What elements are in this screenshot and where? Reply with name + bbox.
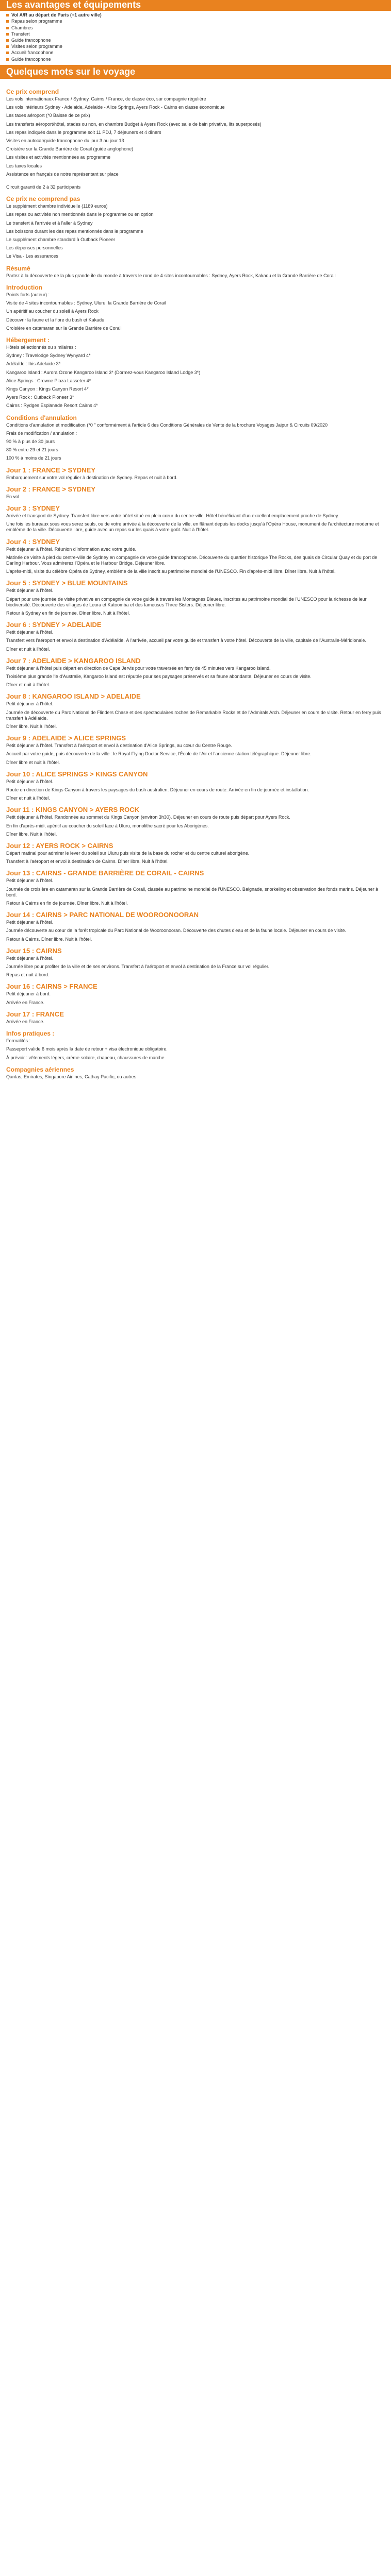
feature-item: Vol A/R au départ de Paris (+1 autre ville): [6, 12, 391, 18]
section-paragraph: Le supplément chambre standard à Outback Pioneer: [6, 237, 116, 243]
section-paragraph: Un apéritif au coucher du soleil à Ayers Rock: [6, 309, 99, 314]
day-heading: Jour 4 : SYDNEY: [6, 537, 60, 546]
day-heading: Jour 8 : KANGAROO ISLAND > ADELAIDE: [6, 692, 141, 701]
day-heading: Jour 15 : CAIRNS: [6, 946, 62, 955]
section-paragraph: Assistance en français de notre représentant sur place: [6, 171, 119, 177]
section-paragraph: Départ matinal pour admirer le lever du soleil sur Uluru puis visite de la base du rocher et du centre culturel aborigène.: [6, 851, 250, 856]
day-heading: Jour 11 : KINGS CANYON > AYERS ROCK: [6, 806, 140, 814]
section-paragraph: Le transfert à l'arrivée et à l'aller à Sydney: [6, 220, 93, 226]
feature-item: Visites selon programme: [6, 44, 391, 49]
section-paragraph: Frais de modification / annulation :: [6, 430, 77, 436]
section-paragraph: Petit déjeuner à l'hôtel.: [6, 588, 54, 594]
day-heading: Jour 12 : AYERS ROCK > CAIRNS: [6, 842, 113, 850]
section-paragraph: Partez à la découverte de la plus grande île du monde à travers le rond de 4 sites incontournables : Sydney, Ayers Rock, Kakadu et la Grande Barrière de Corail: [6, 273, 336, 278]
section-paragraph: Croisière sur la Grande Barrière de Corail (guide anglophone): [6, 146, 134, 152]
features-banner: Les avantages et équipements: [0, 0, 391, 11]
day-heading: Jour 14 : CAIRNS > PARC NATIONAL DE WOOROONOORAN: [6, 911, 199, 919]
section-paragraph: Retour à Sydney en fin de journée. Dîner libre. Nuit à l'hôtel.: [6, 610, 130, 616]
section-paragraph: Circuit garanti de 2 à 32 participants: [6, 184, 81, 190]
feature-item: Transfert: [6, 31, 391, 37]
section-paragraph: Repas et nuit à bord.: [6, 972, 50, 978]
section-paragraph: Retour à Cairns. Dîner libre. Nuit à l'hôtel.: [6, 936, 92, 942]
section-paragraph: Journée de découverte du Parc National de Flinders Chase et des spectaculaires roches de Remarkable Rocks et de l'Admirals Arch. Déjeuner en cours de visite. Retour en ferry puis transfert à Adélaïde.: [6, 709, 381, 721]
section-paragraph: Les boissons durant les des repas mentionnés dans le programme: [6, 228, 143, 234]
section-paragraph: Petit déjeuner à l'hôtel. Réunion d'information avec votre guide.: [6, 546, 137, 552]
day-heading: Jour 1 : FRANCE > SYDNEY: [6, 466, 96, 474]
section-paragraph: Dîner libre et nuit à l'hôtel.: [6, 759, 60, 765]
section-paragraph: Journée découverte au cœur de la forêt tropicale du Parc National de Wooroonooran. Découverte des chutes d'eau et de la faune locale. Déjeuner en cours de visite.: [6, 928, 346, 934]
section-paragraph: Points forts (auteur) :: [6, 292, 50, 297]
feature-item: Repas selon programme: [6, 19, 391, 24]
section-paragraph: Dîner et nuit à l'hôtel.: [6, 682, 50, 688]
section-paragraph: Les vols internationaux France / Sydney, Cairns / France, de classe éco, sur compagnie régulière: [6, 96, 206, 102]
day-heading: Jour 2 : FRANCE > SYDNEY: [6, 485, 96, 493]
section-paragraph: Arrivée et transport de Sydney. Transfert libre vers votre hôtel situé en plein cœur du centre-ville. Hôtel bénéficiant d'un excellent emplacement proche de Sydney.: [6, 513, 339, 518]
section-heading: Ce prix comprend: [6, 88, 59, 96]
section-paragraph: Arrivée en France.: [6, 1019, 45, 1024]
section-paragraph: Cairns : Rydges Esplanade Resort Cairns 4*: [6, 403, 98, 409]
section-paragraph: 100 % à moins de 21 jours: [6, 455, 61, 461]
section-paragraph: Arrivée en France.: [6, 999, 45, 1005]
section-paragraph: Petit déjeuner à l'hôtel.: [6, 701, 54, 707]
day-heading: Jour 5 : SYDNEY > BLUE MOUNTAINS: [6, 579, 128, 587]
section-paragraph: Sydney : Travelodge Sydney Wynyard 4*: [6, 353, 91, 359]
section-paragraph: Dîner et nuit à l'hôtel.: [6, 795, 50, 801]
section-paragraph: Conditions d'annulation et modification (*0 " conformément à l'article 6 des Conditions Générales de Vente de la brochure Voyages Jaipur & Circuits 09/2020: [6, 422, 328, 428]
section-paragraph: Départ pour une journée de visite privative en compagnie de votre guide à travers les Montagnes Bleues, inscrites au patrimoine mondial de l'UNESCO pour la richesse de leur biodiversité. Découverte des villages de Leura et Katoomba et des fameuses Three Sisters. Déjeuner libre.: [6, 596, 367, 607]
section-paragraph: En vol: [6, 494, 20, 499]
section-paragraph: Les repas ou activités non mentionnés dans le programme ou en option: [6, 212, 154, 217]
day-heading: Jour 10 : ALICE SPRINGS > KINGS CANYON: [6, 770, 148, 778]
feature-item: Guide francophone: [6, 38, 391, 43]
section-paragraph: Les taxes aéroport (*0 Baisse de ce prix): [6, 113, 90, 118]
section-paragraph: Dîner libre. Nuit à l'hôtel.: [6, 831, 57, 837]
section-paragraph: Retour à Cairns en fin de journée. Dîner libre. Nuit à l'hôtel.: [6, 901, 128, 906]
section-paragraph: Les visites et activités mentionnées au programme: [6, 155, 111, 160]
section-paragraph: Qantas, Emirates, Singapore Airlines, Cathay Pacific, ou autres: [6, 1074, 137, 1079]
section-heading: Résumé: [6, 264, 30, 272]
section-paragraph: Passeport valide 6 mois après la date de retour + visa électronique obligatoire.: [6, 1046, 168, 1052]
section-paragraph: Troisième plus grande île d'Australie, Kangaroo Island est réputée pour ses paysages préservés et sa faune abondante. Déjeuner en cours de visite.: [6, 674, 312, 679]
section-paragraph: Hôtels sélectionnés ou similaires :: [6, 344, 76, 350]
section-paragraph: Accueil par votre guide, puis découverte de la ville : le Royal Flying Doctor Service, l'École de l'Air et l'ancienne station télégraphique. Déjeuner libre.: [6, 751, 312, 757]
section-paragraph: Les repas indiqués dans le programme soit 11 PDJ, 7 déjeuners et 4 dîners: [6, 129, 161, 135]
trip-banner: Quelques mots sur le voyage: [0, 65, 391, 79]
trip-content: [0, 79, 391, 1088]
section-paragraph: Petit déjeuner à l'hôtel puis départ en direction de Cape Jervis pour votre traversée en ferry de 45 minutes vers Kangaroo Island.: [6, 665, 271, 671]
day-heading: Jour 9 : ADELAIDE > ALICE SPRINGS: [6, 734, 126, 742]
day-heading: Jour 7 : ADELAIDE > KANGAROO ISLAND: [6, 656, 141, 665]
section-paragraph: Les dépenses personnelles: [6, 245, 63, 251]
section-heading: Infos pratiques :: [6, 1030, 55, 1038]
section-paragraph: Les taxes locales: [6, 163, 42, 168]
section-paragraph: Transfert à l'aéroport et envol à destination de Cairns. Dîner libre. Nuit à l'hôtel.: [6, 859, 169, 865]
section-heading: Ce prix ne comprend pas: [6, 195, 80, 203]
section-paragraph: Kings Canyon : Kings Canyon Resort 4*: [6, 386, 89, 392]
section-paragraph: À prévoir : vêtements légers, crème solaire, chapeau, chaussures de marche.: [6, 1055, 166, 1060]
section-heading: Conditions d'annulation: [6, 414, 77, 421]
section-paragraph: Ayers Rock : Outback Pioneer 3*: [6, 395, 74, 400]
section-paragraph: Petit déjeuner à l'hôtel.: [6, 778, 54, 784]
section-paragraph: Adélaïde : Ibis Adelaide 3*: [6, 361, 61, 367]
section-paragraph: Journée de croisière en catamaran sur la Grande Barrière de Corail, classée au patrimoine mondial de l'UNESCO. Baignade, snorkeling et observation des fonds marins. Déjeuner à bord.: [6, 886, 379, 897]
section-paragraph: L'après-midi, visite du célèbre Opéra de Sydney, emblème de la ville inscrit au patrimoine mondial de l'UNESCO. Fin d'après-midi libre. Dîner libre. Nuit à l'hôtel.: [6, 569, 336, 574]
section-paragraph: Les transferts aéroport/hôtel, stades ou non, en chambre Budget à Ayers Rock (avec salle de bain privative, lits superposés): [6, 121, 262, 127]
day-heading: Jour 16 : CAIRNS > FRANCE: [6, 982, 97, 991]
section-heading: Introduction: [6, 283, 42, 291]
section-heading: Hébergement :: [6, 336, 50, 344]
section-paragraph: Le supplément chambre individuelle (1189 euros): [6, 204, 108, 209]
section-paragraph: Petit déjeuner à l'hôtel.: [6, 955, 54, 961]
section-paragraph: Les vols intérieurs Sydney - Adelaide, Adelaide - Alice Springs, Ayers Rock - Cairns en classe économique: [6, 105, 225, 110]
day-heading: Jour 13 : CAIRNS - GRANDE BARRIÈRE DE CORAIL - CAIRNS: [6, 869, 204, 877]
section-paragraph: Visite de 4 sites incontournables : Sydney, Uluru, la Grande Barrière de Corail: [6, 300, 166, 306]
section-paragraph: 80 % entre 29 et 21 jours: [6, 447, 58, 453]
section-paragraph: 90 % à plus de 30 jours: [6, 438, 55, 444]
section-paragraph: Petit déjeuner à bord.: [6, 991, 51, 997]
section-paragraph: En fin d'après-midi, apéritif au coucher du soleil face à Uluru, monolithe sacré pour les Aborigènes.: [6, 823, 209, 828]
features-list: [0, 11, 391, 65]
section-paragraph: Petit déjeuner à l'hôtel. Randonnée au sommet du Kings Canyon (environ 3h30). Déjeuner en cours de route puis départ pour Ayers Rock.: [6, 815, 290, 820]
section-paragraph: Matinée de visite à pied du centre-ville de Sydney en compagnie de votre guide francophone. Découverte du quartier historique The Rocks, des quais de Circular Quay et du port de Darling Harbour. Vous admirerez l'Opéra et le Harbour Bridge. Déjeuner libre.: [6, 554, 378, 566]
day-heading: Jour 6 : SYDNEY > ADELAIDE: [6, 621, 102, 629]
section-paragraph: Kangaroo Island : Aurora Ozone Kangaroo Island 3* (Dormez-vous Kangaroo Island Lodge 3*): [6, 369, 201, 375]
day-heading: Jour 3 : SYDNEY: [6, 504, 60, 512]
section-paragraph: Petit déjeuner à l'hôtel.: [6, 920, 54, 925]
section-heading: Compagnies aériennes: [6, 1065, 74, 1073]
page: [0, 0, 391, 1088]
section-paragraph: Alice Springs : Crowne Plaza Lasseter 4*: [6, 378, 91, 383]
section-paragraph: Dîner et nuit à l'hôtel.: [6, 646, 50, 652]
feature-item: Accueil francophone: [6, 50, 391, 56]
section-paragraph: Une fois les bureaux sous vous serez seuls, ou de votre arrivée à la découverte de la ville, en flânant depuis les docks jusqu'à l'Opéra House, monument de l'architecture moderne et emblème de la ville. Découverte libre, guide avec un repas sur les quais à votre goût. Nuit à l'hôtel.: [6, 521, 379, 533]
feature-item: Guide francophone: [6, 57, 391, 62]
section-paragraph: Journée libre pour profiter de la ville et de ses environs. Transfert à l'aéroport et envol à destination de la France sur vol régulier.: [6, 964, 269, 970]
feature-item: Chambres: [6, 25, 391, 31]
section-paragraph: Visites en autocar/guide francophone du jour 3 au jour 13: [6, 138, 124, 144]
section-paragraph: Petit déjeuner à l'hôtel.: [6, 630, 54, 635]
section-paragraph: Petit déjeuner à l'hôtel. Transfert à l'aéroport et envol à destination d'Alice Springs, au cœur du Centre Rouge.: [6, 743, 232, 749]
section-paragraph: Le Visa - Les assurances: [6, 253, 58, 259]
section-paragraph: Petit déjeuner à l'hôtel.: [6, 878, 54, 884]
section-paragraph: Croisière en catamaran sur la Grande Barrière de Corail: [6, 325, 122, 331]
section-paragraph: [6, 180, 385, 182]
section-paragraph: Embarquement sur votre vol régulier à destination de Sydney. Repas et nuit à bord.: [6, 474, 178, 480]
section-paragraph: Formalités :: [6, 1038, 31, 1044]
section-paragraph: Découvrir la faune et la flore du bush et Kakadu: [6, 317, 105, 323]
section-paragraph: Dîner libre. Nuit à l'hôtel.: [6, 724, 57, 730]
day-heading: Jour 17 : FRANCE: [6, 1010, 64, 1018]
section-paragraph: Route en direction de Kings Canyon à travers les paysages du bush australien. Déjeuner en cours de route. Arrivée en fin de journée et installation.: [6, 787, 309, 793]
section-paragraph: Transfert vers l'aéroport et envol à destination d'Adélaïde. À l'arrivée, accueil par votre guide et transfert à votre hôtel. Découverte de la ville, capitale de l'Australie-Méridionale.: [6, 638, 366, 643]
